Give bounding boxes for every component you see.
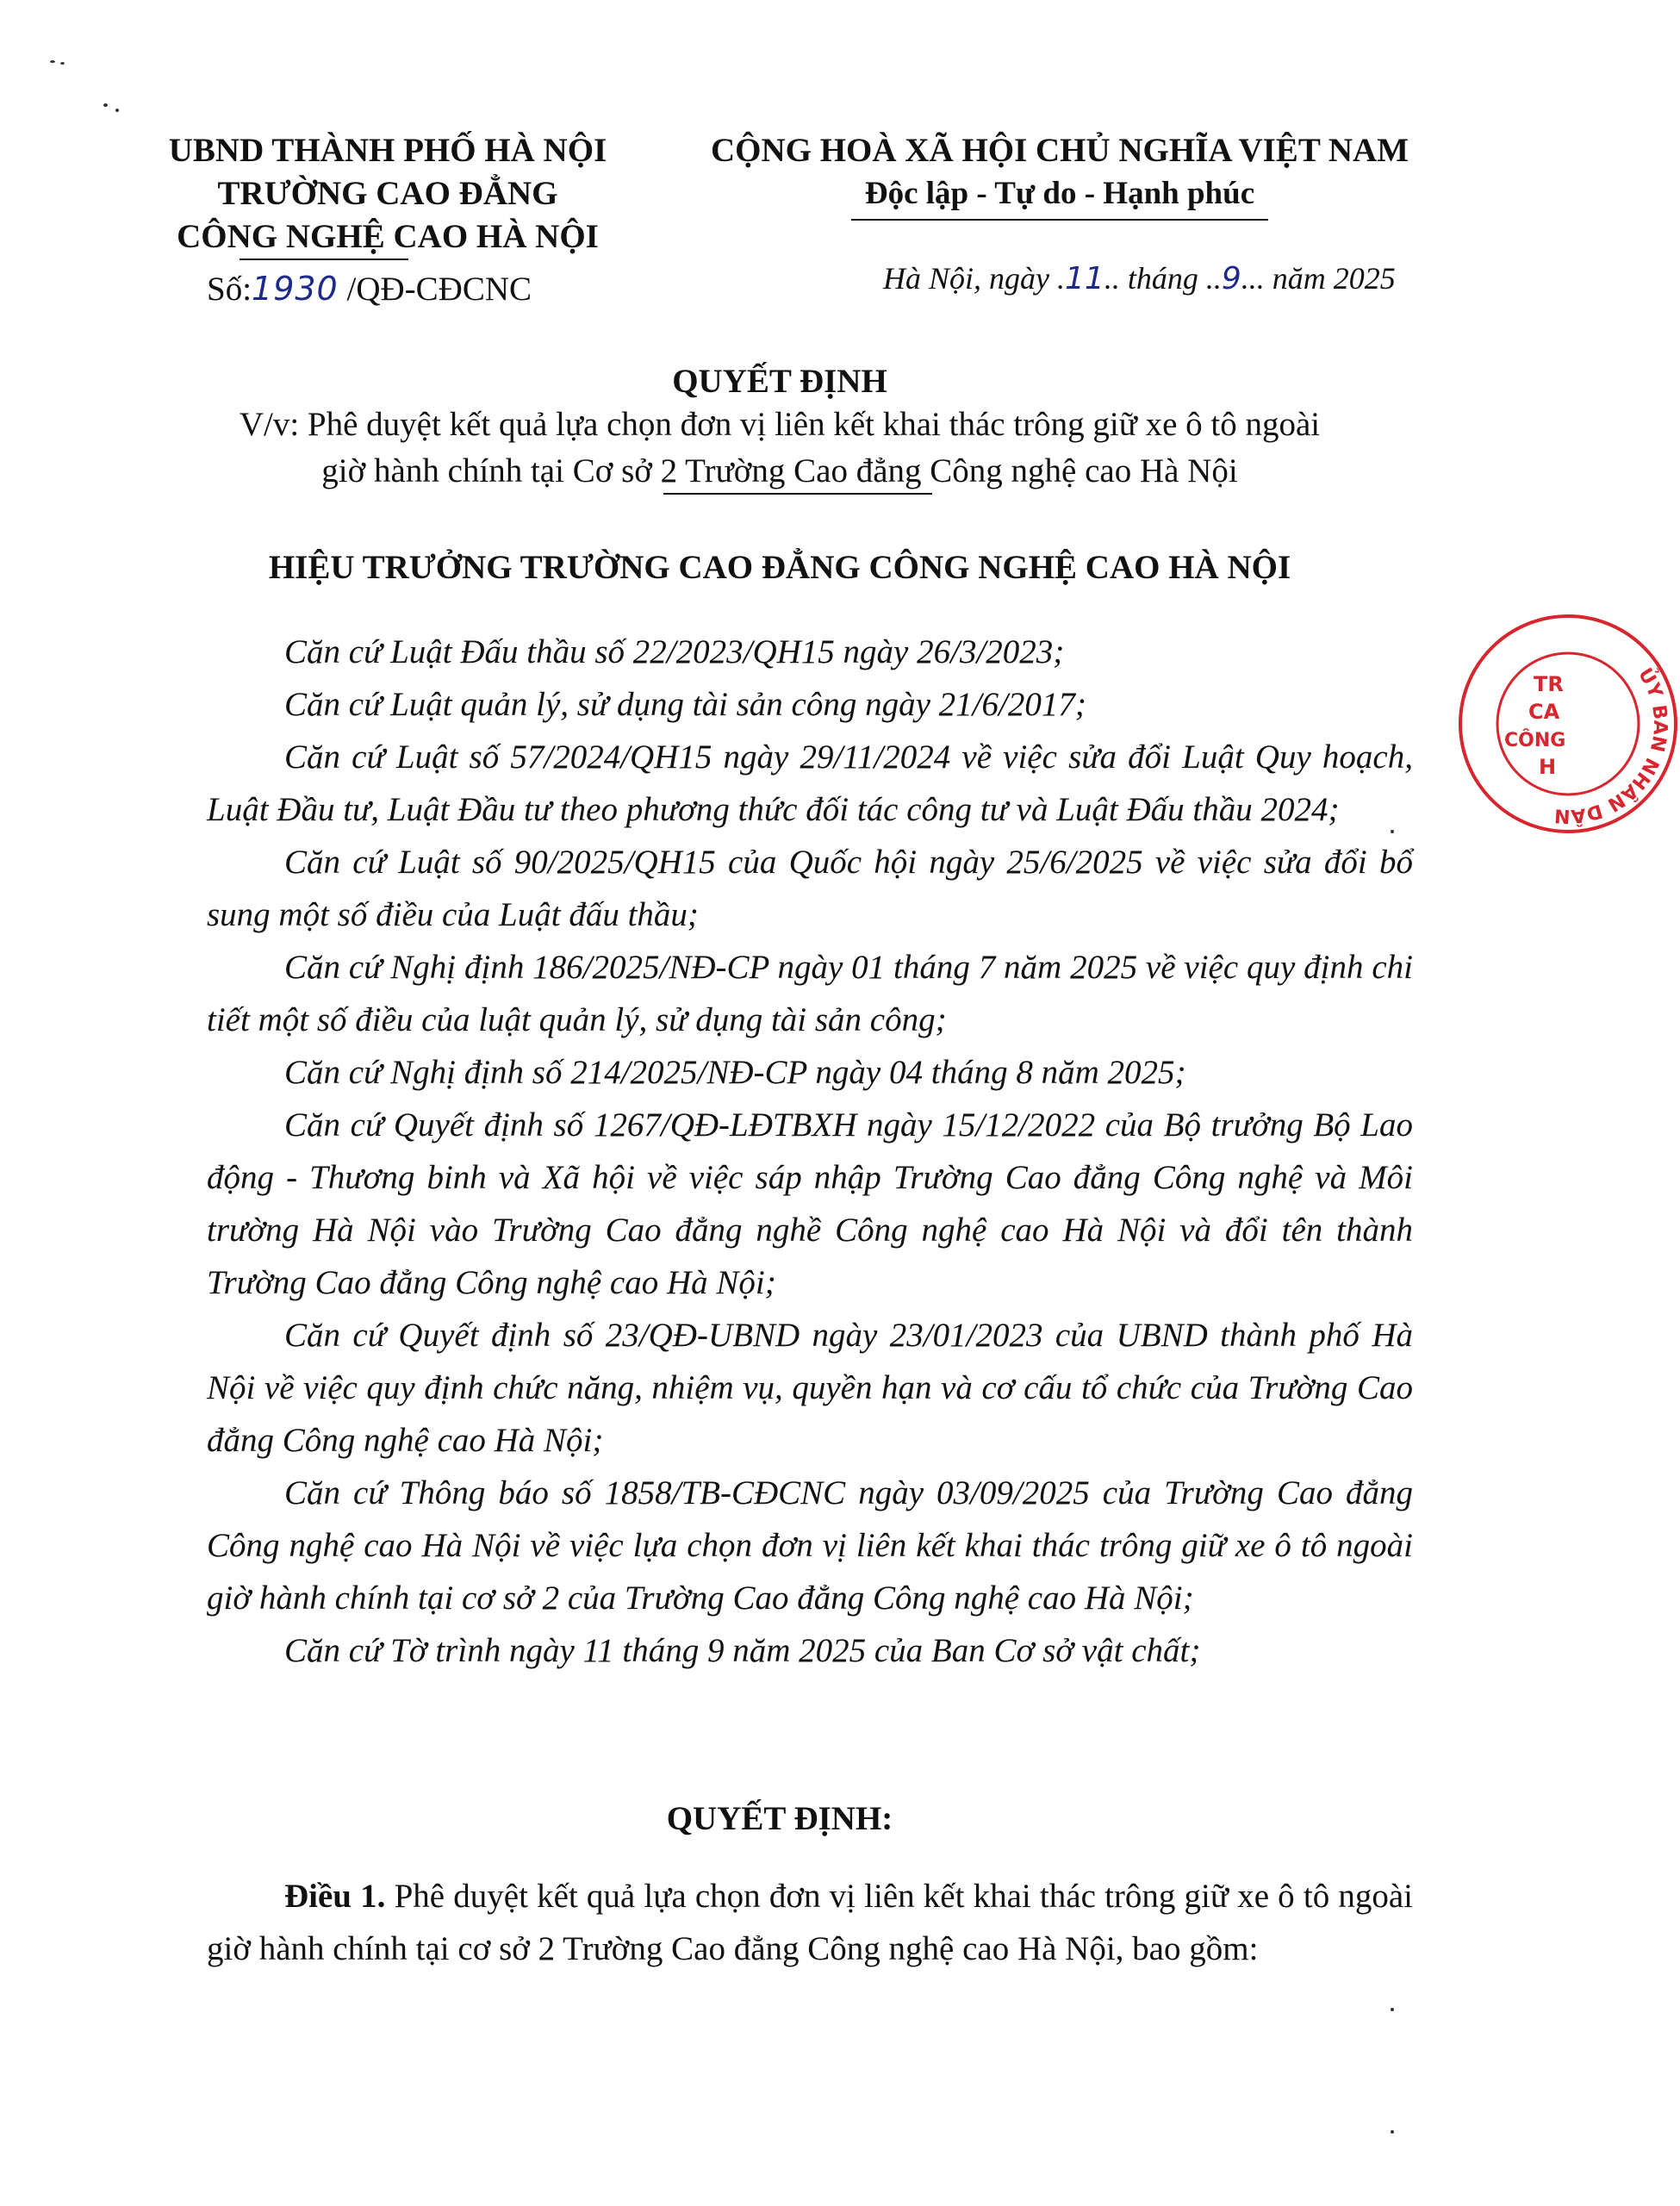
svg-text:CÔNG: CÔNG xyxy=(1504,730,1566,751)
date-suffix: năm 2025 xyxy=(1264,261,1396,296)
legal-basis: Căn cứ Luật Đấu thầu số 22/2023/QH15 ngày 26/3/2023; xyxy=(284,633,1065,670)
national-header xyxy=(672,129,1447,215)
svg-text:ỦY BAN NHÂN DÂN: ỦY BAN NHÂN DÂN xyxy=(1553,664,1671,827)
scan-speck xyxy=(60,62,65,65)
subject-underline xyxy=(663,493,932,495)
article-1-text: Phê duyệt kết quả lựa chọn đơn vị liên kết khai thác trông giữ xe ô tô ngoài giờ hành chính tại cơ sở 2 Trường Cao đẳng Công nghệ cao Hà Nội, bao gồm: xyxy=(207,1878,1414,1967)
legal-basis: Căn cứ Quyết định số 23/QĐ-UBND ngày 23/01/2023 của UBND thành phố Hà Nội về việc quy định chức năng, nhiệm vụ, quyền hạn và cơ cấu tổ chức của Trường Cao đẳng Công nghệ cao Hà Nội; xyxy=(207,1317,1413,1459)
document-number xyxy=(207,270,532,308)
scan-speck xyxy=(1391,2130,1394,2134)
issuing-body-line: CÔNG NGHỆ CAO HÀ NỘI xyxy=(177,218,599,255)
doc-number-prefix: Số: xyxy=(207,271,252,308)
decision-heading: QUYẾT ĐỊNH: xyxy=(666,1800,893,1837)
svg-text:CA: CA xyxy=(1528,700,1560,724)
doc-number-handwritten: 1930 xyxy=(252,270,339,308)
scan-speck xyxy=(103,103,108,107)
date-month-handwritten: 9 xyxy=(1221,261,1241,296)
svg-text:H: H xyxy=(1539,755,1557,779)
legal-basis: Căn cứ Luật số 90/2025/QH15 của Quốc hội ngày 25/6/2025 về việc sửa đổi bổ sung một số điều của Luật đấu thầu; xyxy=(207,844,1413,933)
article-1-label: Điều 1. xyxy=(284,1878,386,1915)
document-title: QUYẾT ĐỊNH xyxy=(672,363,887,400)
legal-basis: Căn cứ Thông báo số 1858/TB-CĐCNC ngày 03/09/2025 của Trường Cao đẳng Công nghệ cao Hà Nội về việc lựa chọn đơn vị liên kết khai thác trông giữ xe ô tô ngoài giờ hành chính tại cơ sở 2 của Trường Cao đẳng Công nghệ cao Hà Nội; xyxy=(207,1474,1413,1617)
subject-line: V/v: Phê duyệt kết quả lựa chọn đơn vị liên kết khai thác trông giữ xe ô tô ngoài xyxy=(239,406,1321,443)
article-1 xyxy=(207,1870,1413,1975)
motto-underline xyxy=(851,219,1268,221)
legal-basis: Căn cứ Quyết định số 1267/QĐ-LĐTBXH ngày 15/12/2022 của Bộ trưởng Bộ Lao động - Thương binh và Xã hội về việc sáp nhập Trường Cao đẳng Công nghệ và Môi trường Hà Nội vào Trường Cao đẳng nghề Công nghệ cao Hà Nội và đổi tên thành Trường Cao đẳng Công nghệ cao Hà Nội; xyxy=(207,1106,1413,1301)
issue-date: Hà Nội, ngày .11.. tháng ..9... năm 2025 xyxy=(883,261,1396,296)
issuing-body-line: UBND THÀNH PHỐ HÀ NỘI xyxy=(168,132,607,169)
legal-basis: Căn cứ Luật quản lý, sử dụng tài sản công ngày 21/6/2017; xyxy=(284,686,1086,723)
official-seal xyxy=(1456,612,1680,836)
legal-basis: Căn cứ Nghị định số 214/2025/NĐ-CP ngày 04 tháng 8 năm 2025; xyxy=(284,1054,1186,1091)
issuing-authority: HIỆU TRƯỞNG TRƯỜNG CAO ĐẲNG CÔNG NGHỆ CAO HÀ NỘI xyxy=(268,549,1291,586)
doc-number-suffix: /QĐ-CĐCNC xyxy=(338,271,532,308)
date-prefix: Hà Nội, ngày xyxy=(883,261,1057,296)
scan-speck xyxy=(50,60,55,63)
legal-basis: Căn cứ Luật số 57/2024/QH15 ngày 29/11/2024 về việc sửa đổi Luật Quy hoạch, Luật Đầu tư, Luật Đầu tư theo phương thức đối tác công tư và Luật Đấu thầu 2024; xyxy=(207,738,1413,828)
issuing-body-underline xyxy=(240,259,408,260)
subject-line: giờ hành chính tại Cơ sở 2 Trường Cao đẳng Công nghệ cao Hà Nội xyxy=(321,452,1238,489)
national-motto: Độc lập - Tự do - Hạnh phúc xyxy=(864,176,1255,211)
legal-basis: Căn cứ Tờ trình ngày 11 tháng 9 năm 2025 của Ban Cơ sở vật chất; xyxy=(284,1632,1201,1669)
scan-speck xyxy=(1391,2008,1394,2011)
legal-bases xyxy=(207,626,1413,1677)
date-mid: tháng xyxy=(1119,261,1206,296)
country-name: CỘNG HOÀ XÃ HỘI CHỦ NGHĨA VIỆT NAM xyxy=(710,132,1409,169)
scan-speck xyxy=(115,109,119,112)
date-day-handwritten: 11 xyxy=(1065,261,1104,296)
svg-text:TR: TR xyxy=(1534,672,1564,696)
legal-basis: Căn cứ Nghị định 186/2025/NĐ-CP ngày 01 tháng 7 năm 2025 về việc quy định chi tiết một số điều của luật quản lý, sử dụng tài sản công; xyxy=(207,949,1413,1038)
issuing-body-line: TRƯỜNG CAO ĐẲNG xyxy=(217,175,558,212)
issuing-body xyxy=(129,129,646,259)
